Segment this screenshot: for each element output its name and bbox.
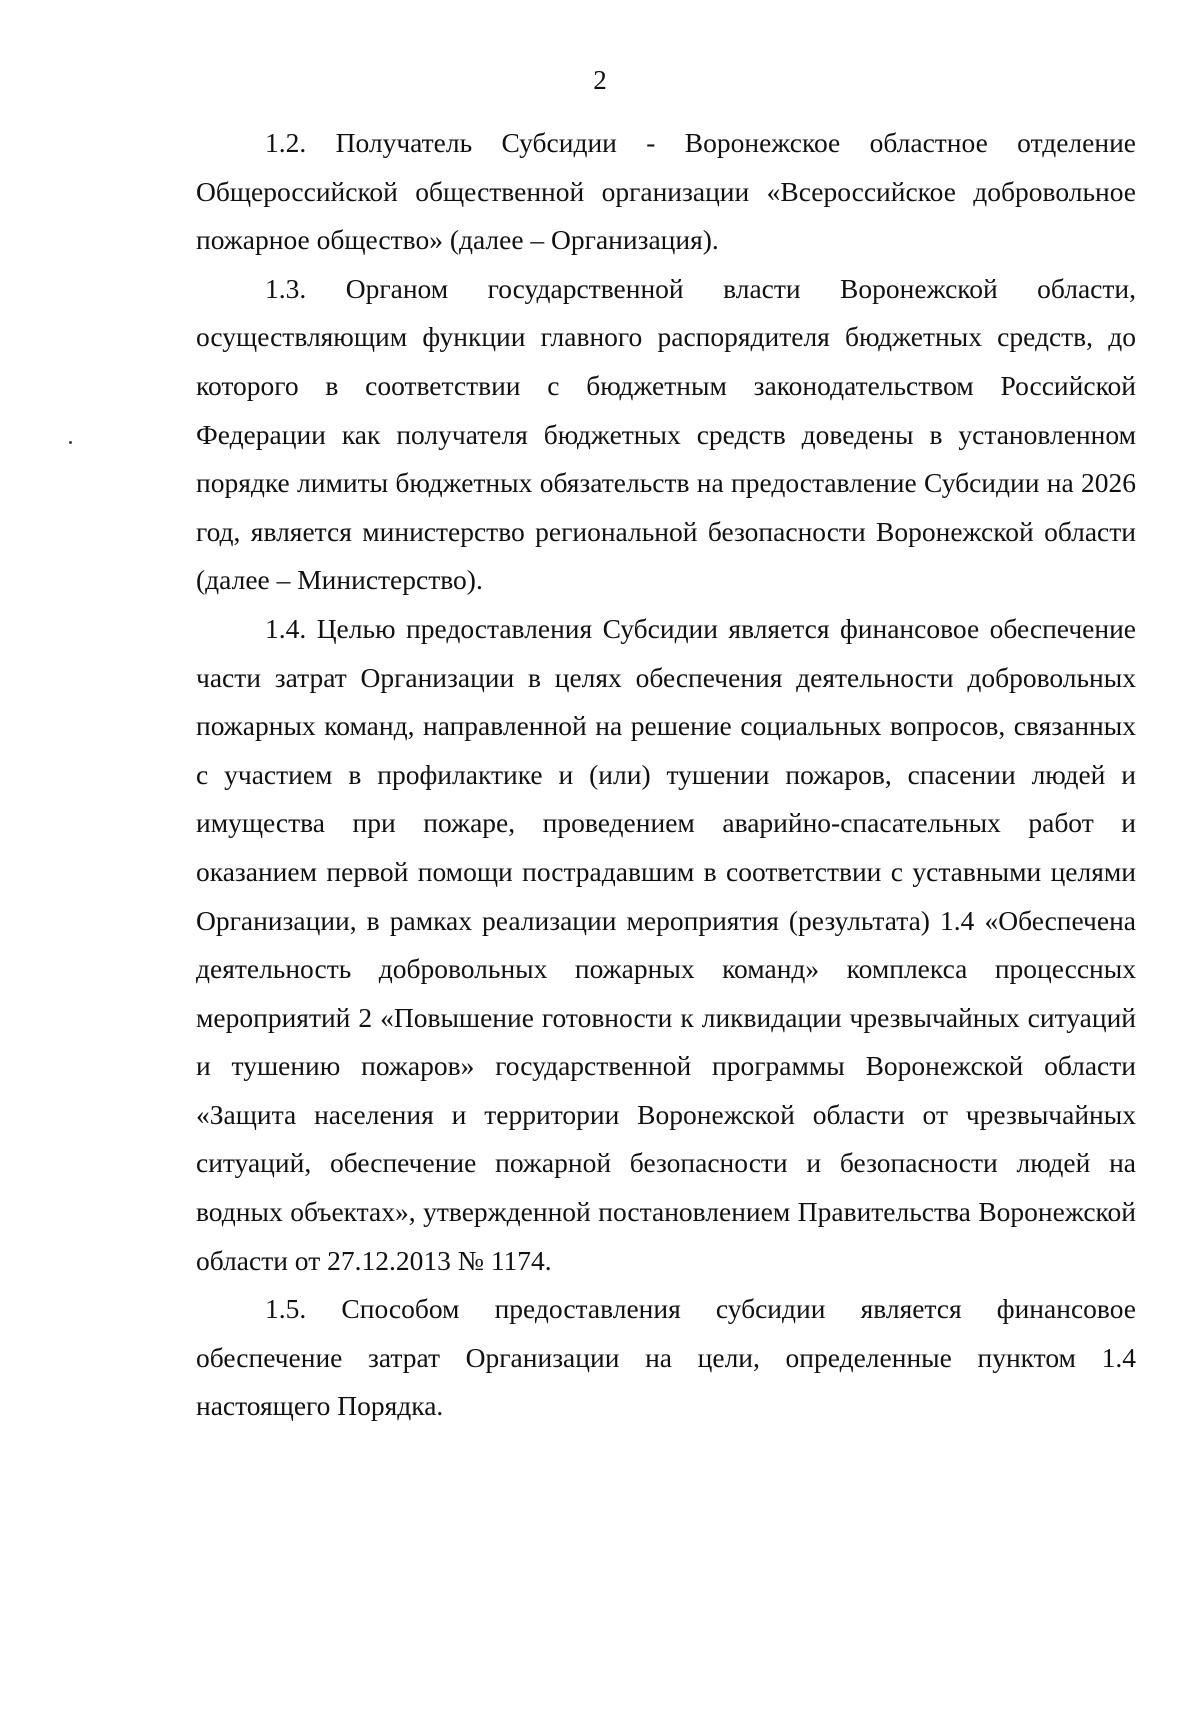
page-number: 2 [593, 65, 607, 95]
paragraph-1-3: 1.3. Органом государственной власти Воронежской области, осуществляющим функции главного распорядителя бюджетных средств, до которого в соответствии с бюджетным законодательством Российской Федерации как получателя бюджетных средств доведены в установленном порядке лимиты бюджетных обязательств на предоставление Субсидии на 2026 год, является министерство региональной безопасности Воронежской области (далее – Министерство). [196, 272, 1136, 596]
scan-speck [69, 441, 72, 444]
paragraph-1-4: 1.4. Целью предоставления Субсидии является финансовое обеспечение части затрат Организации в целях обеспечения деятельности добровольных пожарных команд, направленной на решение социальных вопросов, связанных с участием в профилактике и (или) тушении пожаров, спасении людей и имущества при пожаре, проведением аварийно-спасательных работ и оказанием первой помощи пострадавшим в соответствии с уставными целями Организации, в рамках реализации мероприятия (результата) 1.4 «Обеспечена деятельность добровольных пожарных команд» комплекса процессных мероприятий 2 «Повышение готовности к ликвидации чрезвычайных ситуаций и тушению пожаров» государственной программы Воронежской области «Защита населения и территории Воронежской области от чрезвычайных ситуаций, обеспечение пожарной безопасности и безопасности людей на водных объектах», утвержденной постановлением Правительства Воронежской области от 27.12.2013 № 1174. [196, 612, 1136, 1276]
document-body [196, 119, 1136, 1431]
paragraph-1-2: 1.2. Получатель Субсидии - Воронежское областное отделение Общероссийской общественной организации «Всероссийское добровольное пожарное общество» (далее – Организация). [196, 127, 1136, 256]
paragraph-1-5: 1.5. Способом предоставления субсидии является финансовое обеспечение затрат Организации на цели, определенные пунктом 1.4 настоящего Порядка. [196, 1293, 1136, 1422]
